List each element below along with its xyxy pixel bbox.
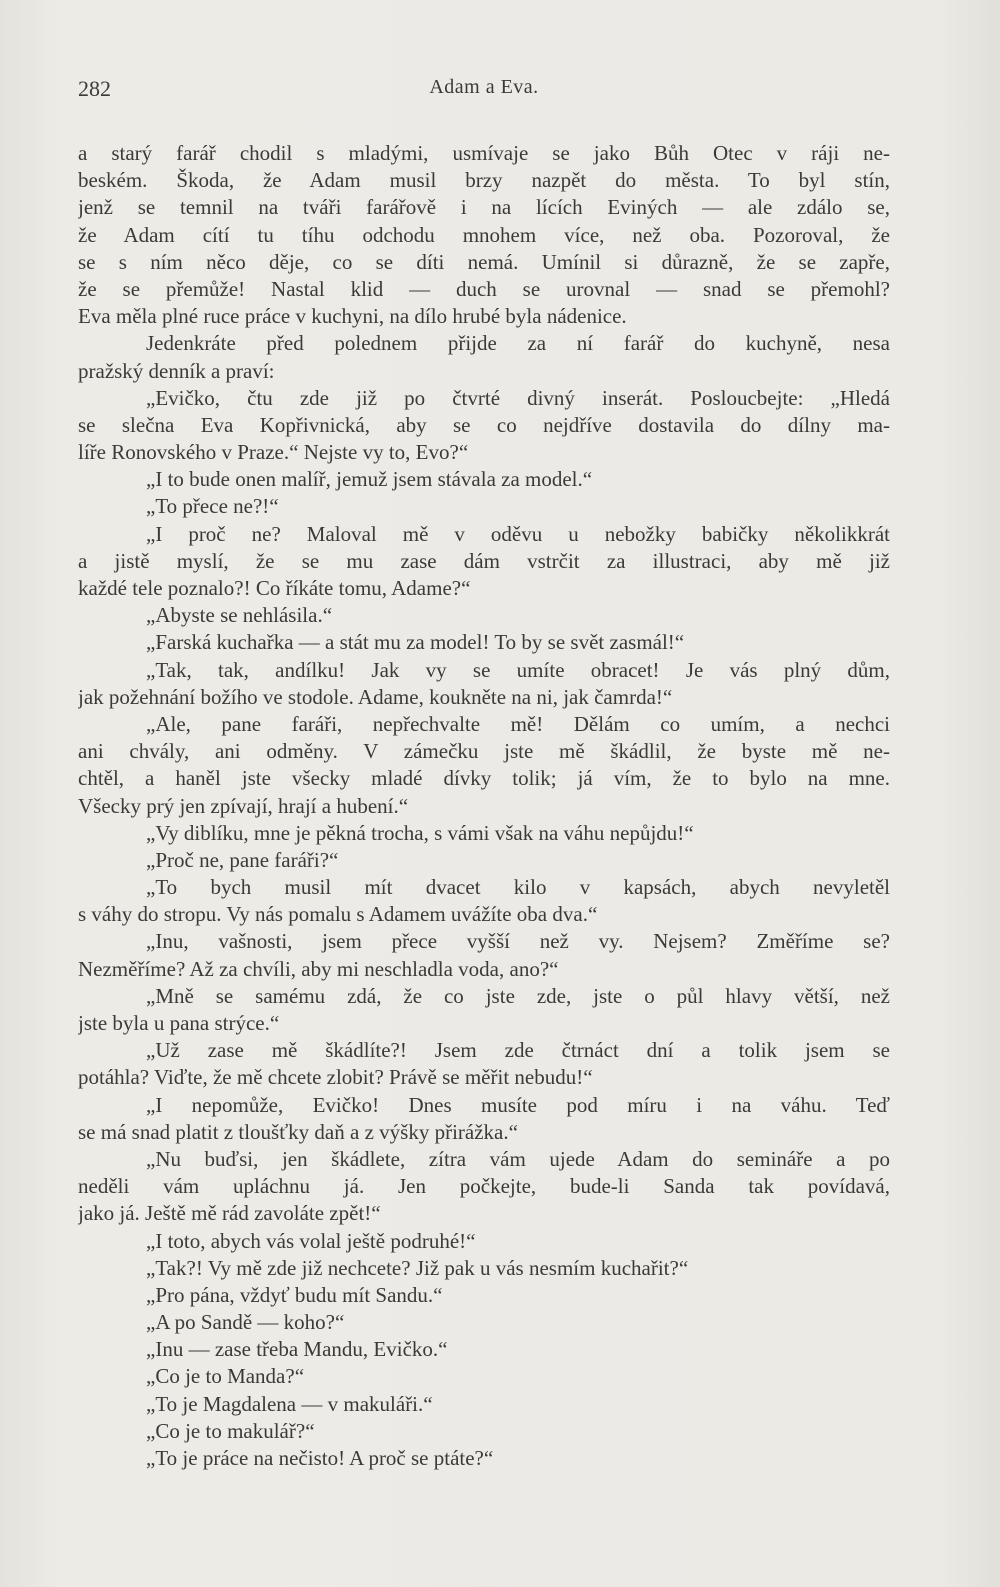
text-line: a starý farář chodil s mladými, usmívaje se jako Bůh Otec v ráji ne- [78,141,890,165]
text-line: neděli vám upláchnu já. Jen počkejte, bude-li Sanda tak povídavá, [78,1174,890,1199]
page-header [78,76,890,106]
text-line: „Proč ne, pane faráři?“ [146,847,339,872]
text-line: „Pro pána, vždyť budu mít Sandu.“ [146,1282,443,1307]
text-line: „Abyste se nehlásila.“ [146,603,333,628]
text-line: pražský denník a praví: [78,358,275,383]
text-line: „Tak, tak, andílku! Jak vy se umíte obracet! Je vás plný dům, [146,657,890,682]
text-line: „Inu — zase třeba Mandu, Evičko.“ [146,1337,448,1362]
text-line: každé tele poznalo?! Co říkáte tomu, Adame?“ [78,576,471,600]
text-line: jako já. Ještě mě rád zavoláte zpět!“ [78,1201,381,1226]
text-line: „Tak?! Vy mě zde již nechcete? Již pak u vás nesmím kuchařit?“ [146,1255,689,1280]
text-line: „Inu, vašnosti, jsem přece vyšší než vy. Nejsem? Změříme se? [146,929,890,954]
text-line: „To je Magdalena — v makuláři.“ [146,1391,433,1416]
text-line: „A po Sandě — koho?“ [146,1310,345,1335]
running-title: Adam a Eva. [429,76,539,98]
text-line: „Nu buďsi, jen škádlete, zítra vám ujede Adam do semináře a po [146,1146,890,1171]
text-line: Jedenkráte před polednem přijde za ní farář do kuchyně, nesa [146,331,890,356]
text-line: ani chvály, ani odměny. V zámečku jste mě škádlil, že byste mě ne- [78,739,890,764]
text-line: „Farská kuchařka — a stát mu za model! To by se svět zasmál!“ [146,630,685,655]
text-line: „I proč ne? Maloval mě v oděvu u nebožky babičky několikkrát [146,521,890,546]
text-line: Všecky prý jen zpívají, hrají a hubení.“ [78,793,409,818]
text-line: „Ale, pane faráři, nepřechvalte mě! Dělám co umím, a nechci [146,711,890,736]
page-number: 282 [78,76,111,101]
text-line: potáhla? Viďte, že mě chcete zlobit? Právě se měřit nebudu!“ [78,1065,593,1090]
text-line: „Mně se samému zdá, že co jste zde, jste o půl hlavy větší, než [146,983,890,1008]
text-line: „To je práce na nečisto! A proč se ptáte?“ [146,1446,494,1470]
text-line: jste byla u pana strýce.“ [78,1011,280,1035]
text-line: a jistě myslí, že se mu zase dám vstrčit za illustraci, aby mě již [78,548,890,573]
text-line: s váhy do stropu. Vy nás pomalu s Adamem uvážíte oba dva.“ [78,902,598,927]
body-text [78,140,890,1472]
text-line: „I toto, abych vás volal ještě podruhé!“ [146,1228,476,1253]
text-line: chtěl, a haněl jste všecky mladé dívky tolik; já vím, že to bylo na mne. [78,766,890,791]
text-line: jenž se temnil na tváři farářově i na lících Eviných — ale zdálo se, [78,195,890,220]
text-line: se má snad platit z tloušťky daň a z výšky přirážka.“ [78,1119,518,1144]
text-line: „I to bude onen malíř, jemuž jsem stávala za model.“ [146,467,593,492]
text-line: že se přemůže! Nastal klid — duch se urovnal — snad se přemohl? [78,276,890,301]
text-line: „I nepomůže, Evičko! Dnes musíte pod míru i na váhu. Teď [146,1092,890,1117]
text-line: beském. Škoda, že Adam musil brzy nazpět do města. To byl stín, [78,168,890,193]
text-line: „Vy diblíku, mne je pěkná trocha, s vámi však na váhu nepůjdu!“ [146,820,694,845]
text-line: Eva měla plné ruce práce v kuchyni, na dílo hrubé byla nádenice. [78,304,627,329]
text-line: „Co je to makulář?“ [146,1418,315,1443]
text-line: Nezměříme? Až za chvíli, aby mi neschladla voda, ano?“ [78,956,559,981]
text-line: „Evičko, čtu zde již po čtvrté divný inserát. Posloucbejte: „Hledá [146,385,890,410]
text-line: „To přece ne?!“ [146,494,279,519]
text-line: jak požehnání božího ve stodole. Adame, koukněte na ni, jak čamrda!“ [78,684,673,709]
text-line: se slečna Eva Kopřivnická, aby se co nejdříve dostavila do dílny ma- [78,412,890,437]
text-line: „To bych musil mít dvacet kilo v kapsách, abych nevyletěl [146,875,890,900]
text-line: líře Ronovského v Praze.“ Nejste vy to, Evo?“ [78,440,469,465]
text-line: „Co je to Manda?“ [146,1364,305,1389]
text-line: se s ním něco děje, co se díti nemá. Umínil si důrazně, že se zapře, [78,249,890,274]
text-line: že Adam cítí tu tíhu odchodu mnohem více, než oba. Pozoroval, že [78,222,890,247]
text-line: „Už zase mě škádlíte?! Jsem zde čtrnáct dní a tolik jsem se [146,1038,890,1063]
